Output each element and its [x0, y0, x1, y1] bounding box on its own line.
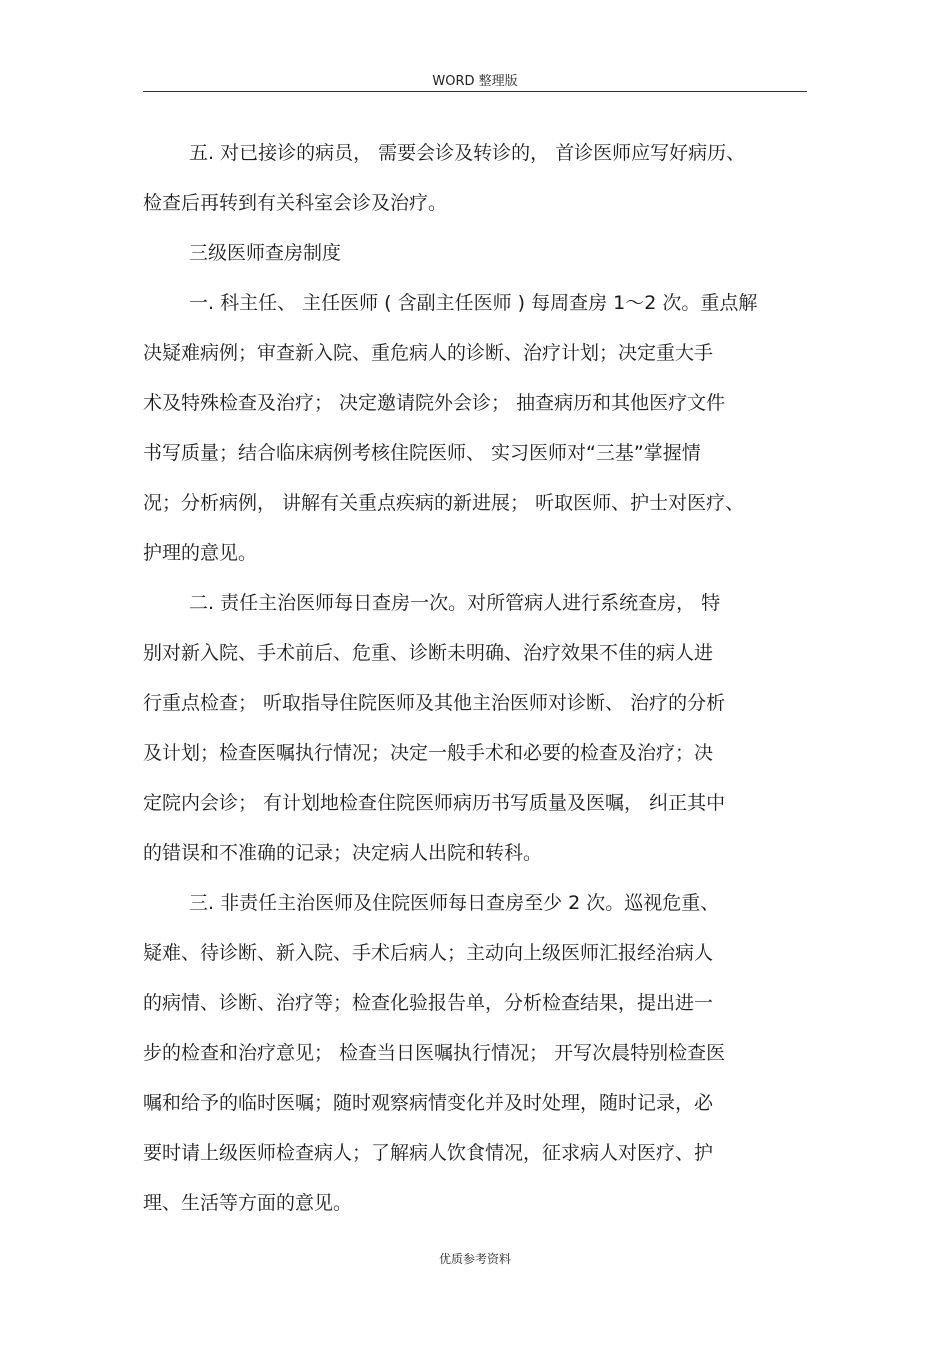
page-header: WORD 整理版	[432, 74, 518, 89]
paragraph-3-line-3: 的病情、诊断、治疗等；检查化验报告单，分析检查结果，提出进一	[143, 992, 714, 1014]
paragraph-2-line-5: 定院内会诊； 有计划地检查住院医师病历书写质量及医嘱， 纠正其中	[143, 792, 726, 814]
page-footer: 优质参考资料	[438, 1252, 511, 1266]
paragraph-1-line-6: 护理的意见。	[143, 542, 258, 564]
paragraph-3-line-2: 疑难、待诊断、新入院、手术后病人；主动向上级医师汇报经治病人	[143, 942, 714, 964]
paragraph-1-line-2: 决疑难病例；审查新入院、重危病人的诊断、治疗计划；决定重大手	[143, 342, 714, 364]
paragraph-5-line-2: 检查后再转到有关科室会诊及治疗。	[143, 192, 448, 214]
paragraph-3-line-7: 理、生活等方面的意见。	[143, 1192, 353, 1214]
document-body	[143, 128, 807, 1228]
paragraph-1-line-4: 书写质量；结合临床病例考核住院医师、 实习医师对“三基”掌握情	[143, 442, 701, 464]
paragraph-2-line-6: 的错误和不准确的记录；决定病人出院和转科。	[143, 842, 543, 864]
paragraph-2-line-4: 及计划；检查医嘱执行情况；决定一般手术和必要的检查及治疗；决	[143, 742, 714, 764]
paragraph-3-line-5: 嘱和给予的临时医嘱；随时观察病情变化并及时处理，随时记录，必	[143, 1092, 714, 1114]
paragraph-3-line-4: 步的检查和治疗意见； 检查当日医嘱执行情况； 开写次晨特别检查医	[143, 1042, 726, 1064]
paragraph-3-line-1: 三. 非责任主治医师及住院医师每日查房至少 2 次。巡视危重、	[189, 892, 720, 914]
paragraph-2-line-3: 行重点检查； 听取指导住院医师及其他主治医师对诊断、 治疗的分析	[143, 692, 726, 714]
paragraph-1-line-1: 一. 科主任、 主任医师 ( 含副主任医师 ) 每周查房 1～2 次。重点解	[189, 292, 758, 314]
paragraph-5-line-1: 五. 对已接诊的病员， 需要会诊及转诊的， 首诊医师应写好病历、	[189, 142, 746, 164]
paragraph-1-line-5: 况；分析病例， 讲解有关重点疾病的新进展； 听取医师、护士对医疗、	[143, 492, 745, 514]
paragraph-2-line-1: 二. 责任主治医师每日查房一次。对所管病人进行系统查房， 特	[189, 592, 721, 614]
paragraph-2-line-2: 别对新入院、手术前后、危重、诊断未明确、治疗效果不佳的病人进	[143, 642, 714, 664]
section-heading: 三级医师查房制度	[189, 242, 342, 264]
paragraph-1-line-3: 术及特殊检查及治疗； 决定邀请院外会诊； 抽查病历和其他医疗文件	[143, 392, 726, 414]
paragraph-3-line-6: 要时请上级医师检查病人；了解病人饮食情况，征求病人对医疗、护	[143, 1142, 714, 1164]
header-divider	[143, 91, 807, 92]
